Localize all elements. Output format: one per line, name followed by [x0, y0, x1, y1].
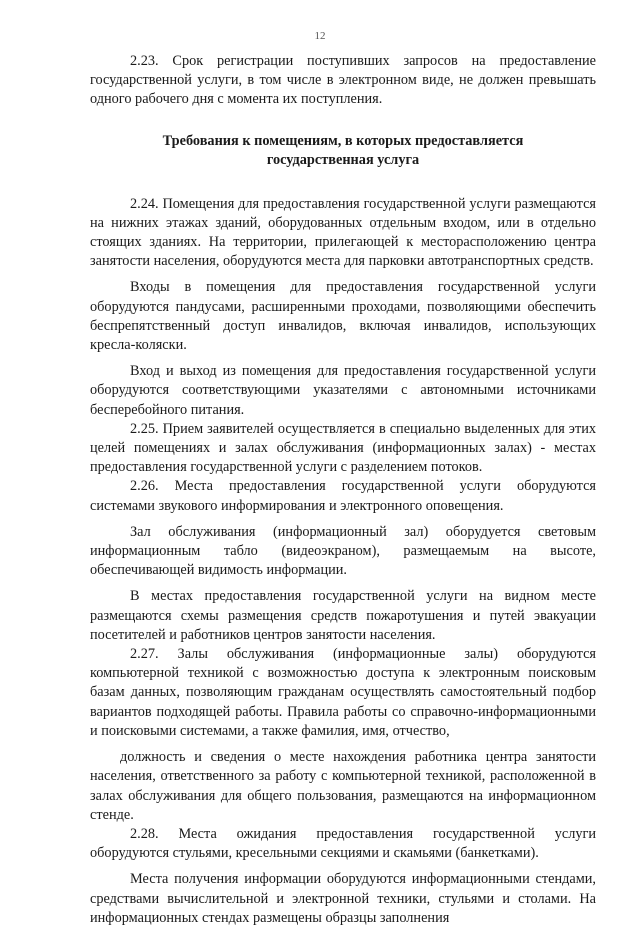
section-heading-line-1: Требования к помещениям, в которых предоставляется — [162, 132, 524, 149]
paragraph-places: Места получения информации оборудуются информационными стендами, средствами вычислительной и электронной техники, стульями и столами. На информационных стендах размещены образцы заполнения — [90, 871, 596, 926]
paragraph-2-26: 2.26. Места предоставления государственной услуги оборудуются системами звукового информирования и электронного оповещения. — [90, 478, 596, 514]
section-heading — [90, 132, 596, 171]
paragraph-2-23: 2.23. Срок регистрации поступивших запросов на предоставление государственной услуги, в том числе в электронном виде, не должен превышать одного рабочего дня с момента их поступления. — [90, 53, 596, 108]
paragraph-hall: Зал обслуживания (информационный зал) оборудуется световым информационным табло (видеоэкраном), размещаемым на высоте, обеспечивающей видимость информации. — [90, 523, 596, 579]
document-body — [90, 52, 596, 928]
paragraph-2-27: 2.27. Залы обслуживания (информационные залы) оборудуются компьютерной техникой с возможностью доступа к электронным поисковым базам данных, позволяющим гражданам осуществлять самостоятельный подбор вариантов подходящей работы. Правила работы со справочно-информационными и поисковыми системами, а также фамилия, имя, отчество, — [90, 646, 596, 739]
section-heading-line-2: государственная услуга — [266, 152, 420, 169]
page-number: 12 — [314, 30, 326, 42]
paragraph-schemes: В местах предоставления государственной услуги на видном месте размещаются схемы размещения средств пожаротушения и путей эвакуации посетителей и работников центров занятости населения. — [90, 588, 596, 643]
paragraph-2-24: 2.24. Помещения для предоставления государственной услуги размещаются на нижних этажах зданий, оборудованных отдельным входом, или в отдельно стоящих зданиях. На территории, прилегающей к месторасположению центра занятости населения, оборудуются места для парковки автотранспортных средств. — [90, 195, 596, 270]
paragraph-exit: Вход и выход из помещения для предоставления государственной услуги оборудуются соответствующими указателями с автономными источниками бесперебойного питания. — [90, 363, 596, 418]
paragraph-entrances: Входы в помещения для предоставления государственной услуги оборудуются пандусами, расширенными проходами, позволяющими обеспечить беспрепятственный доступ инвалидов, включая инвалидов, использующих кресла-коляски. — [90, 279, 596, 354]
paragraph-2-25: 2.25. Прием заявителей осуществляется в специально выделенных для этих целей помещениях и залах обслуживания (информационных залах) - местах предоставления государственной услуги с разделением потоков. — [90, 420, 596, 476]
paragraph-2-28: 2.28. Места ожидания предоставления государственной услуги оборудуются стульями, кресельными секциями и скамьями (банкетками). — [90, 825, 596, 862]
paragraph-position: должность и сведения о месте нахождения работника центра занятости населения, ответственного за работу с компьютерной техникой, расположенной в залах обслуживания для общего пользования, размещаются на информационном стенде. — [90, 749, 596, 823]
